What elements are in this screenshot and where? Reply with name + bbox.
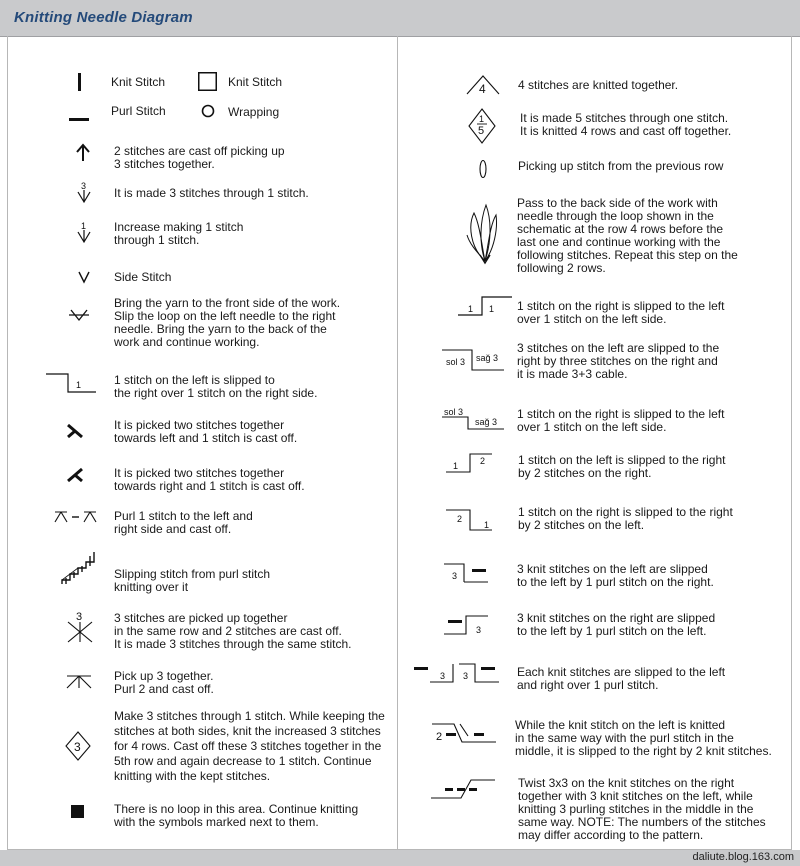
symbol-sag-three: sağ 3: [476, 353, 499, 363]
legend-cable-left-over-right: 1 stitch on the left is slipped to the right over 1 stitch on the right side.: [114, 373, 318, 400]
symbol-number-one: 1: [484, 520, 490, 530]
symbol-number-three: 3: [81, 181, 87, 191]
purl-stitch-bar-icon: [69, 109, 89, 127]
decrease-right-icon: [66, 467, 84, 488]
decrease-left-icon: [66, 423, 84, 444]
twist-three-by-three-icon: [431, 778, 497, 807]
legend-knit-stitch-square: Knit Stitch: [228, 75, 283, 89]
cable-three-knit-right-icon: [444, 614, 490, 641]
symbol-number-one: 1: [81, 221, 87, 231]
symbol-sol-three: sol 3: [444, 407, 464, 417]
page-title: Knitting Needle Diagram: [14, 9, 193, 26]
knit-stitch-square-icon: [198, 72, 218, 97]
legend-slip-purl: Slipping stitch from purl stitch knitting over it: [114, 567, 271, 594]
footer-bar: [0, 850, 800, 866]
legend-knit-purl-middle: While the knit stitch on the left is knitted in the same way with the purl stitch in the middle, it is slipped to the right by 2 knit stitches.: [515, 718, 772, 758]
legend-cable-right-over-left: 1 stitch on the right is slipped to the left over 1 stitch on the left side.: [517, 299, 725, 326]
symbol-number-three: 3: [440, 671, 446, 681]
legend-cable-two-over-one: 1 stitch on the right is slipped to the right by 2 stitches on the left.: [518, 505, 733, 532]
legend-decrease-right: It is picked two stitches together towards right and 1 stitch is cast off.: [114, 466, 305, 493]
legend-no-loop: There is no loop in this area. Continue knitting with the symbols marked next to them.: [114, 802, 359, 829]
cable-knit-purl-middle-icon: [432, 722, 498, 751]
symbol-number-two: 2: [480, 456, 486, 466]
legend-purl-left-right: Purl 1 stitch to the left and right side and cast off.: [114, 509, 253, 536]
legend-four-together: 4 stitches are knitted together.: [518, 78, 679, 92]
cable-right-over-left-icon: [458, 295, 514, 322]
header-bar: [0, 0, 800, 37]
symbol-number-two: 2: [457, 514, 463, 524]
symbol-number-three: 3: [476, 625, 482, 635]
side-stitch-v-icon: [78, 270, 90, 288]
symbol-number-one: 1: [468, 304, 474, 314]
legend-three-through-one: It is made 3 stitches through 1 stitch.: [114, 186, 309, 200]
wrapping-circle-icon: [201, 104, 215, 123]
legend-pick-up-previous-row: Picking up stitch from the previous row: [518, 159, 724, 173]
cable-three-three-right-icon: [442, 405, 506, 436]
symbol-number-three: 3: [463, 671, 469, 681]
pick-three-purl-icon: [66, 674, 92, 695]
legend-yarn-front: Bring the yarn to the front side of the work. Slip the loop on the left needle to the right needle. Bring the yarn to the back of the work and continue working.: [114, 296, 341, 349]
cable-two-over-one-icon: [446, 508, 494, 537]
knit-stitch-bar-icon: [78, 73, 82, 96]
three-together-icon: [66, 610, 94, 649]
cable-left-over-right-icon: [46, 372, 98, 399]
legend-purl-stitch: Purl Stitch: [111, 104, 166, 118]
cable-both-sides-icon: [413, 662, 503, 689]
legend-cable-three-three: 3 stitches on the left are slipped to the right by three stitches on the right and it is made 3+3 cable.: [517, 341, 720, 381]
legend-cast-off-2: 2 stitches are cast off picking up 3 stitches together.: [114, 144, 285, 171]
symbol-number-one: 1: [489, 304, 495, 314]
legend-increase-one: Increase making 1 stitch through 1 stitch.: [114, 220, 244, 247]
footer-source: daliute.blog.163.com: [692, 851, 794, 863]
bobble-three-diamond-icon: [65, 731, 91, 766]
cable-three-three-icon: [442, 348, 506, 377]
arrow-up-icon: [76, 143, 90, 166]
four-together-icon: [466, 74, 502, 101]
slip-steps-icon: [60, 550, 100, 591]
symbol-number-four: 4: [479, 82, 486, 96]
legend-elongated-loop: Pass to the back side of the work with needle through the loop shown in the schematic at the row 4 rows before the last one and continue working with the following stitches. Repeat this step on the following 2 rows.: [517, 196, 738, 275]
legend-three-together: 3 stitches are picked up together in the same row and 2 stitches are cast off. It is made 3 stitches through the same stitch.: [114, 611, 352, 651]
symbol-number-one: 1: [479, 114, 485, 124]
legend-bobble-five: It is made 5 stitches through one stitch. It is knitted 4 rows and cast off together.: [520, 111, 732, 138]
increase-one-icon: [76, 220, 92, 249]
cable-three-knit-left-icon: [444, 562, 490, 589]
purl-left-right-icon: [54, 510, 98, 529]
symbol-sag-three: sağ 3: [475, 417, 498, 427]
legend-cable-right-left-side: 1 stitch on the right is slipped to the left over 1 stitch on the left side.: [517, 407, 725, 434]
symbol-number-three: 3: [452, 571, 458, 581]
symbol-number-three: 3: [74, 740, 81, 754]
legend-knit-stitch: Knit Stitch: [111, 75, 166, 89]
symbol-number-one: 1: [76, 380, 82, 390]
yarn-front-icon: [68, 308, 90, 327]
legend-side-stitch: Side Stitch: [114, 270, 172, 284]
symbol-number-one: 1: [453, 461, 459, 471]
cable-one-over-two-icon: [446, 452, 494, 479]
legend-pick-three-purl: Pick up 3 together. Purl 2 and cast off.: [114, 669, 214, 696]
legend-cable-one-over-two: 1 stitch on the left is slipped to the right by 2 stitches on the right.: [518, 453, 726, 480]
symbol-number-three: 3: [76, 611, 83, 623]
legend-decrease-left: It is picked two stitches together towards left and 1 stitch is cast off.: [114, 418, 298, 445]
legend-each-knit-slipped: Each knit stitches are slipped to the left and right over 1 purl stitch.: [517, 665, 726, 692]
column-divider: [397, 36, 398, 850]
three-through-one-icon: [76, 180, 92, 209]
elongated-loop-icon: [464, 203, 500, 270]
legend-bobble-three: Make 3 stitches through 1 stitch. While keeping the stitches at both sides, knit the increased 3 stitches for 4 rows. Cast off these 3 stitches together in the 5th row and again decrease to 1 stitch. Continue knitting with the kept stitches.: [114, 709, 385, 783]
legend-wrapping: Wrapping: [228, 105, 280, 119]
pick-up-oval-icon: [479, 159, 487, 184]
symbol-number-two: 2: [436, 731, 443, 743]
symbol-sol-three: sol 3: [446, 357, 466, 367]
legend-three-knit-left: 3 knit stitches on the left are slipped to the left by 1 purl stitch on the right.: [517, 562, 714, 589]
no-loop-square-icon: [71, 805, 85, 824]
symbol-number-five: 5: [478, 125, 485, 137]
bobble-five-diamond-icon: [468, 108, 496, 149]
legend-three-knit-right: 3 knit stitches on the right are slipped to the left by 1 purl stitch on the left.: [517, 611, 716, 638]
legend-twist-three-by-three: Twist 3x3 on the knit stitches on the right together with 3 knit stitches on the left, while knitting 3 purling stitches in the middle in the same way. NOTE: The numbers of the stitches may differ according to the pattern.: [518, 776, 766, 842]
